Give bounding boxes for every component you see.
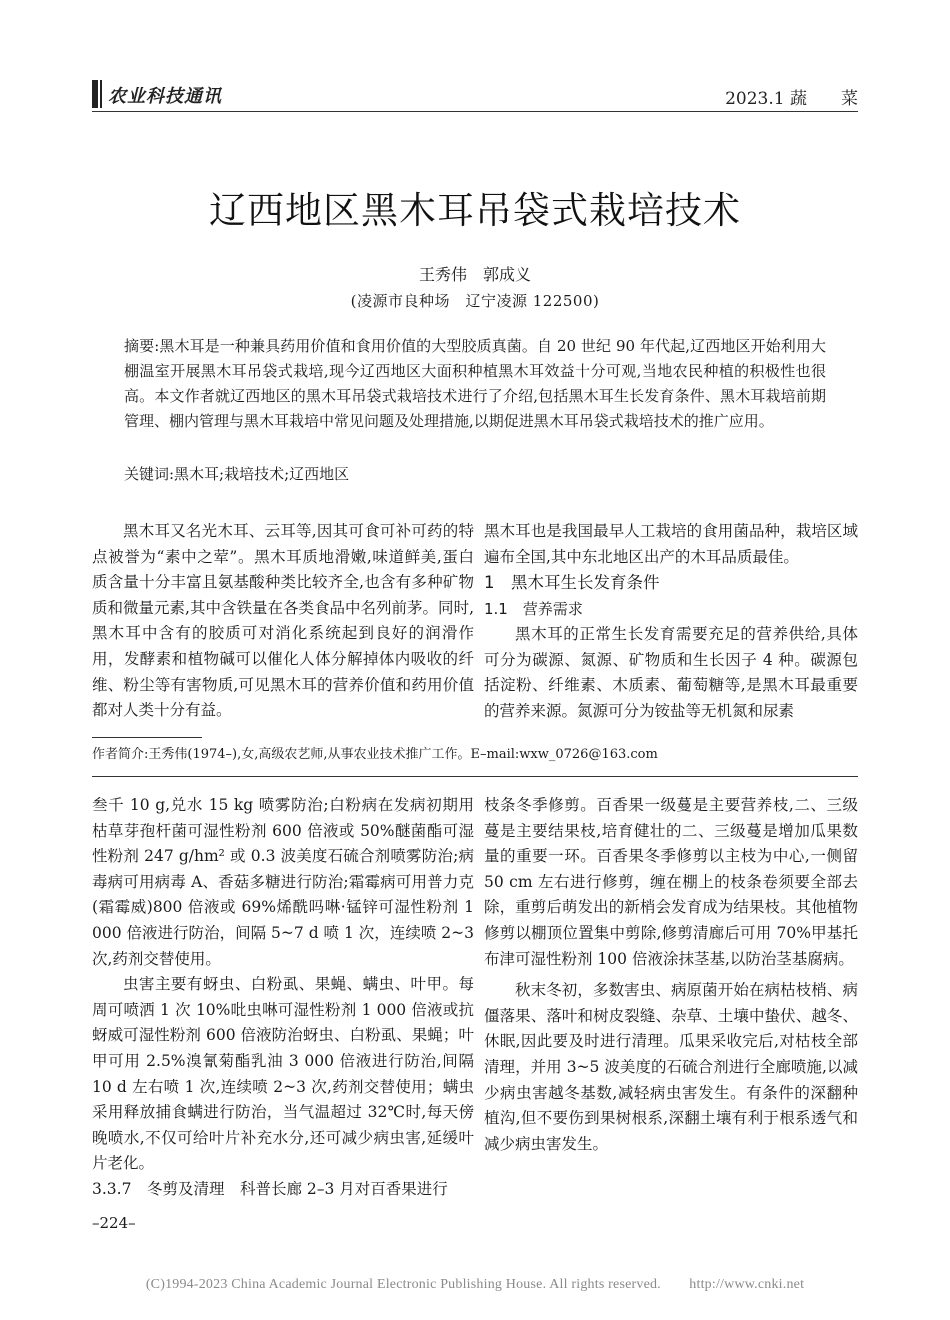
right-column-upper xyxy=(484,519,858,725)
cleanup-paragraph: 秋末冬初，多数害虫、病原菌开始在病枯枝梢、病僵落果、落叶和树皮裂缝、杂草、土壤中蛰伏、越冬、休眠,因此要及时进行清理。瓜果采收完后,对枯枝全部清理，并用 3~5 波美度的石硫合剂进行全廊喷施,以减少病虫害越冬基数,减轻病虫害发生。有条件的深翻种植沟,但不要伤到果树根系,深翻土壤有利于根系透气和减少病虫害发生。 xyxy=(484,981,858,1153)
page-number: –224– xyxy=(92,1214,136,1232)
intro-continuation: 黑木耳也是我国最早人工栽培的食用菌品种，栽培区域遍布全国,其中东北地区出产的木耳品质最佳。 xyxy=(484,522,858,566)
copyright-notice: (C)1994-2023 China Academic Journal Electronic Publishing House. All rights reserved. http://www.cnki.net xyxy=(145,1277,805,1292)
page-divider xyxy=(92,776,858,777)
right-column-lower xyxy=(484,793,858,1157)
header-bar-decoration xyxy=(92,80,98,108)
abstract: 摘要:黑木耳是一种兼具药用价值和食用价值的大型胶质真菌。自 20 世纪 90 年代起,辽西地区开始利用大棚温室开展黑木耳吊袋式栽培,现今辽西地区大面积种植黑木耳效益十分可观,当地农民种植的积极性也很高。本文作者就辽西地区的黑木耳吊袋式栽培技术进行了介绍,包括黑木耳生长发育条件、黑木耳栽培前期管理、棚内管理与黑木耳栽培中常见问题及处理措施,以期促进黑木耳吊袋式栽培技术的推广应用。 xyxy=(124,337,826,430)
article-title: 辽西地区黑木耳吊袋式栽培技术 xyxy=(209,189,741,232)
header-rule xyxy=(92,111,858,112)
section-heading-1-1: 1.1 营养需求 xyxy=(484,600,583,619)
author-footnote: 作者简介:王秀伟(1974–),女,高级农艺师,从事农业技术推广工作。E–mail:wxw_0726@163.com xyxy=(92,747,658,762)
section-heading-1: 1 黑木耳生长发育条件 xyxy=(484,573,660,593)
disease-paragraph: 叁千 10 g,兑水 15 kg 喷雾防治;白粉病在发病初期用枯草芽孢杆菌可湿性粉剂 600 倍液或 50%醚菌酯可湿性粉剂 247 g/hm² 或 0.3 波美度石硫合剂喷雾防治;病毒病可用病毒 A、香菇多糖进行防治;霜霉病可用普力克(霜霉威)800 倍液或 69%烯酰吗啉·锰锌可湿性粉剂 1 000 倍液进行防治，间隔 5~7 d 喷 1 次，连续喷 2~3 次,药剂交替使用。 xyxy=(92,796,474,968)
journal-logo: 农业科技通讯 xyxy=(108,86,222,107)
intro-paragraph: 黑木耳又名光木耳、云耳等,因其可食可补可药的特点被誉为“素中之荤”。黑木耳质地滑嫩,味道鲜美,蛋白质含量十分丰富且氨基酸种类比较齐全,也含有多种矿物质和微量元素,其中含铁量在各类食品中名列前茅。同时,黑木耳中含有的胶质可对消化系统起到良好的润滑作用，发酵素和植物碱可以催化人体分解掉体内吸收的纤维、粉尘等有害物质,可见黑木耳的营养价值和药用价值都对人类十分有益。 xyxy=(92,522,474,720)
issue-label: 2023.1 蔬 菜 xyxy=(725,89,858,109)
footnote-rule xyxy=(92,737,202,738)
nutrition-paragraph: 黑木耳的正常生长发育需要充足的营养供给,具体可分为碳源、氮源、矿物质和生长因子 4 种。碳源包括淀粉、纤维素、木质素、葡萄糖等,是黑木耳最重要的营养来源。氮源可分为铵盐等无机氮和尿素 xyxy=(484,625,858,720)
header-bar-decoration-thin xyxy=(100,80,102,108)
article-affiliation: (凌源市良种场 辽宁凌源 122500) xyxy=(350,292,600,310)
pruning-paragraph: 枝条冬季修剪。百香果一级蔓是主要营养枝,二、三级蔓是主要结果枝,培育健壮的二、三级蔓是增加瓜果数量的重要一环。百香果冬季修剪以主枝为中心,一侧留 50 cm 左右进行修剪，缠在棚上的枝条卷须要全部去除，重剪后萌发出的新梢会发育成为结果枝。其他植物修剪以棚顶位置集中剪除,修剪清廊后可用 70%甲基托布津可湿性粉剂 100 倍液涂抹茎基,以防治茎基腐病。 xyxy=(484,796,858,968)
left-column-lower xyxy=(92,793,474,1203)
pruning-heading: 3.3.7 冬剪及清理 科普长廊 2–3 月对百香果进行 xyxy=(92,1179,448,1198)
keywords: 关键词:黑木耳;栽培技术;辽西地区 xyxy=(124,465,350,483)
left-column-upper xyxy=(92,519,474,724)
pest-paragraph: 虫害主要有蚜虫、白粉虱、果蝇、螨虫、叶甲。每周可喷洒 1 次 10%吡虫啉可湿性粉剂 1 000 倍液或抗蚜威可湿性粉剂 600 倍液防治蚜虫、白粉虱、果蝇；叶甲可用 2.5%溴氰菊酯乳油 3 000 倍液进行防治,间隔 10 d 左右喷 1 次,连续喷 2~3 次,药剂交替使用；螨虫采用释放捕食螨进行防治，当气温超过 32℃时,每天傍晚喷水,不仅可给叶片补充水分,还可减少病虫害,延缓叶片老化。 xyxy=(92,975,474,1173)
article-authors: 王秀伟 郭成义 xyxy=(418,265,531,284)
